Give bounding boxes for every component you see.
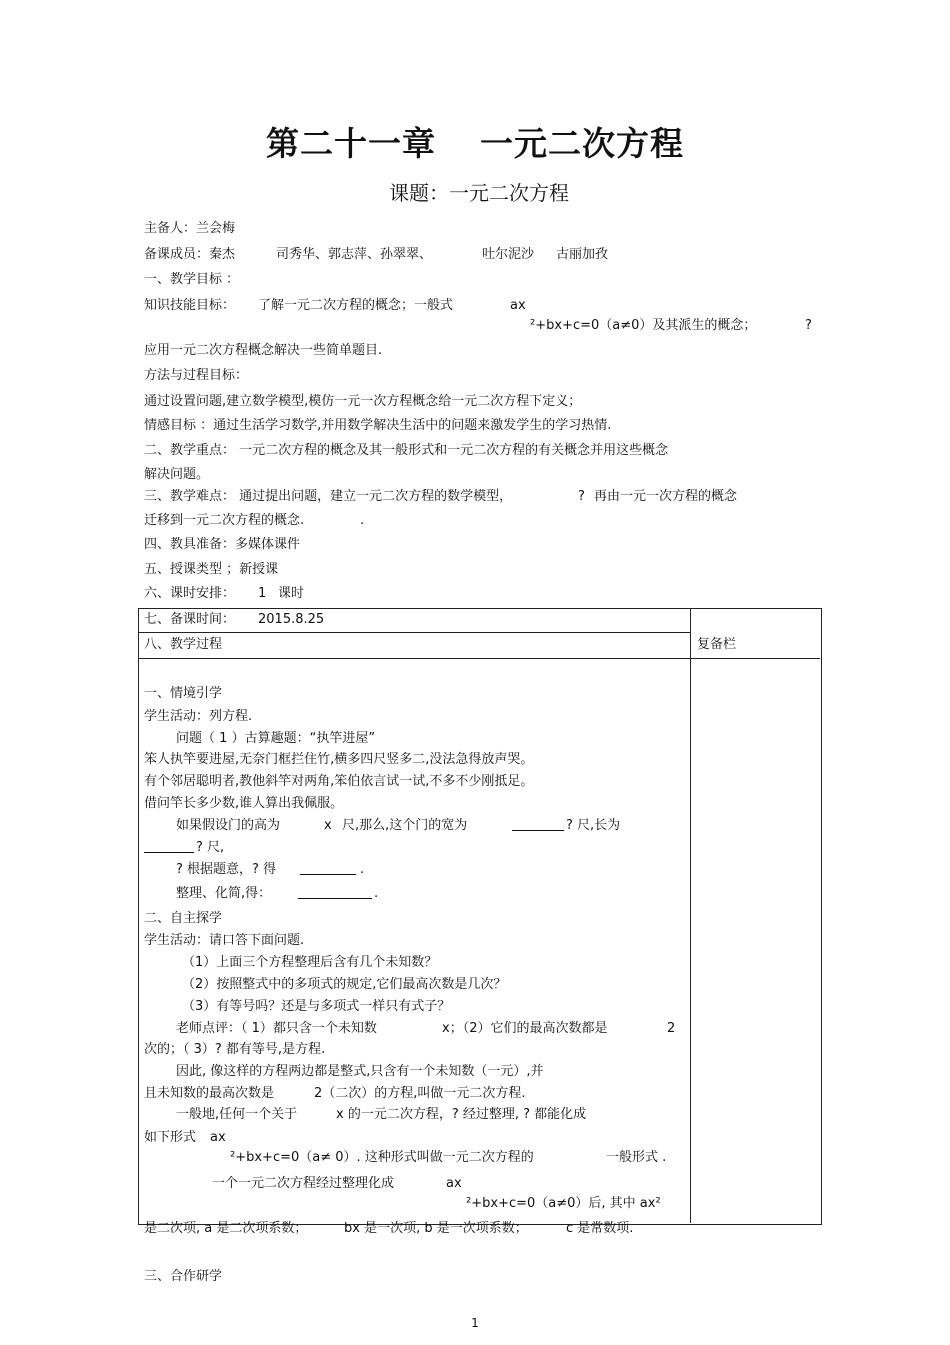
section-2-q3: （3）有等号吗？还是与多项式一样只有式子？ (182, 999, 451, 1014)
q1-num: 1 (219, 731, 228, 746)
by-dot: . (360, 862, 365, 877)
difficulty-1: 三、教学难点： 通过提出问题，建立一元二次方程的数学模型， (144, 489, 513, 504)
knowledge-label: 知识技能目标： (144, 298, 236, 313)
method-text: 通过设置问题,建立数学模型,模仿一元一次方程概念给一元二次方程下定义； (144, 394, 582, 409)
hours-label: 六、课时安排： (144, 586, 236, 601)
comment-x: x；（2）它们的最高次数都是 (442, 1021, 608, 1036)
comment-1: 老师点评：（ 1）都只含一个未知数 (176, 1021, 377, 1036)
general-2b: ax (210, 1130, 226, 1145)
question-1 (176, 731, 375, 747)
section-1-title: 一、情境引学 (144, 686, 223, 701)
section-2-q2: （2）按照整式中的多项式的规定,它们最高次数是几次？ (182, 977, 507, 992)
poem-line-2: 有个邻居聪明者,教他斜竿对两角,笨伯依言试一试,不多不少刚抵足。 (144, 774, 534, 789)
key-points-1: 二、教学重点： 一元二次方程的概念及其一般形式和一元二次方程的有关概念并用这些概念 (144, 443, 669, 458)
thus-2b: 2（二次）的方程,叫做一元二次方程. (314, 1086, 526, 1101)
table-header-divider (138, 658, 820, 659)
page-number: 1 (471, 1316, 479, 1330)
table-row-divider (138, 632, 690, 633)
section-2-title: 二、自主探学 (144, 911, 223, 926)
conversion-1: 一个一元二次方程经过整理化成 (212, 1176, 395, 1191)
members-2: 吐尔泥沙 (482, 247, 535, 262)
simplify-dot: . (374, 886, 379, 901)
section-3-title: 三、合作研学 (144, 1269, 223, 1284)
general-2a: 如下形式 (144, 1130, 197, 1145)
members-3: 古丽加孜 (556, 247, 609, 262)
comment-2: 2 (667, 1021, 676, 1036)
q1-pre: 问题（ (176, 731, 216, 746)
assume-2: 尺,那么,这个门的宽为 (342, 818, 468, 833)
terms-c: c 是常数项. (566, 1221, 634, 1236)
conversion-2: ²+bx+c=0（a≠0）后, 其中 ax² (466, 1196, 661, 1211)
q1-post: ）古算趣题：“执竿进屋” (231, 731, 376, 746)
simplify-blank (298, 886, 372, 904)
page-title (0, 122, 950, 166)
goal-heading: 一、教学目标 ： (144, 272, 240, 287)
difficulty-q: ? (578, 489, 585, 504)
assume-3: ? 尺,长为 (566, 818, 621, 833)
section-2-activity: 学生活动：请口答下面问题. (144, 933, 305, 948)
equation-blank (300, 862, 356, 880)
simplify: 整理、化简,得： (176, 886, 272, 901)
chapter-title: 一元二次方程 (480, 124, 684, 163)
process-label: 八、教学过程 (144, 637, 223, 652)
width-blank (512, 818, 564, 836)
hours-unit: 课时 (278, 586, 305, 601)
poem-line-1: 笨人执竿要进屋,无奈门框拦住竹,横多四尺竖多二,没法急得放声哭。 (144, 752, 534, 767)
assume-x: x (324, 818, 332, 833)
table-column-divider (690, 608, 691, 1223)
chapter-label: 第二十一章 (266, 124, 436, 163)
date-value: 2015.8.25 (258, 612, 325, 627)
thus-2a: 且未知数的最高次数是 (144, 1086, 275, 1101)
lesson-type: 五、授课类型 ；新授课 (144, 562, 279, 577)
assume-4: ? 尺, (196, 840, 225, 855)
general-1b: x 的一元二次方程，? 经过整理, ? 都能化成 (336, 1107, 587, 1122)
difficulty-dot: . (360, 513, 365, 528)
general-3b: 一般形式 . (606, 1150, 667, 1165)
by-meaning: ? 根据题意，? 得 (176, 862, 277, 877)
knowledge-formula: ²+bx+c=0（a≠0）及其派生的概念； (530, 318, 757, 333)
length-blank (144, 840, 194, 858)
terms-a: 是二次项, a 是二次项系数； (144, 1221, 308, 1236)
members-1: 司秀华、郭志萍、孙翠翠、 (276, 247, 433, 262)
lesson-subtitle: 课题：一元二次方程 (389, 181, 569, 205)
assume-1: 如果假设门的高为 (176, 818, 281, 833)
section-1-activity: 学生活动：列方程. (144, 709, 253, 724)
members-label: 备课成员：秦杰 (144, 247, 236, 262)
knowledge-text: 了解一元二次方程的概念；一般式 (258, 298, 454, 313)
emotion-text: 情感目标 ：通过生活学习数学,并用数学解决生活中的问题来激发学生的学习热情. (144, 418, 612, 433)
comment-line-2: 次的；（ 3）? 都有等号,是方程. (144, 1042, 326, 1057)
general-3: ²+bx+c=0（a≠ 0）. 这种形式叫做一元二次方程的 (230, 1150, 534, 1165)
tools: 四、教具准备：多媒体课件 (144, 537, 301, 552)
thus-1: 因此, 像这样的方程两边都是整式,只含有一个未知数（一元）,并 (176, 1064, 544, 1079)
key-points-2: 解决问题。 (144, 467, 210, 482)
general-1a: 一般地,任何一个关于 (176, 1107, 298, 1122)
difficulty-1b: 再由一元一次方程的概念 (594, 489, 738, 504)
review-column-label: 复备栏 (697, 637, 737, 652)
terms-b: bx 是一次项, b 是一次项系数； (344, 1221, 528, 1236)
process-table (138, 608, 822, 1225)
date-label: 七、备课时间： (144, 612, 236, 627)
knowledge-ax: ax (510, 298, 526, 313)
knowledge-line3: 应用一元二次方程概念解决一些简单题目. (144, 343, 383, 358)
preparer: 主备人：兰会梅 (144, 221, 236, 236)
poem-line-3: 借问竿长多少数,谁人算出我佩服。 (144, 796, 344, 811)
section-2-q1: （1）上面三个方程整理后含有几个未知数？ (182, 955, 438, 970)
conversion-ax: ax (446, 1176, 462, 1191)
knowledge-q: ? (805, 318, 812, 333)
hours-num: 1 (258, 586, 267, 601)
method-label: 方法与过程目标： (144, 368, 249, 383)
difficulty-2: 迁移到一元二次方程的概念. (144, 513, 305, 528)
